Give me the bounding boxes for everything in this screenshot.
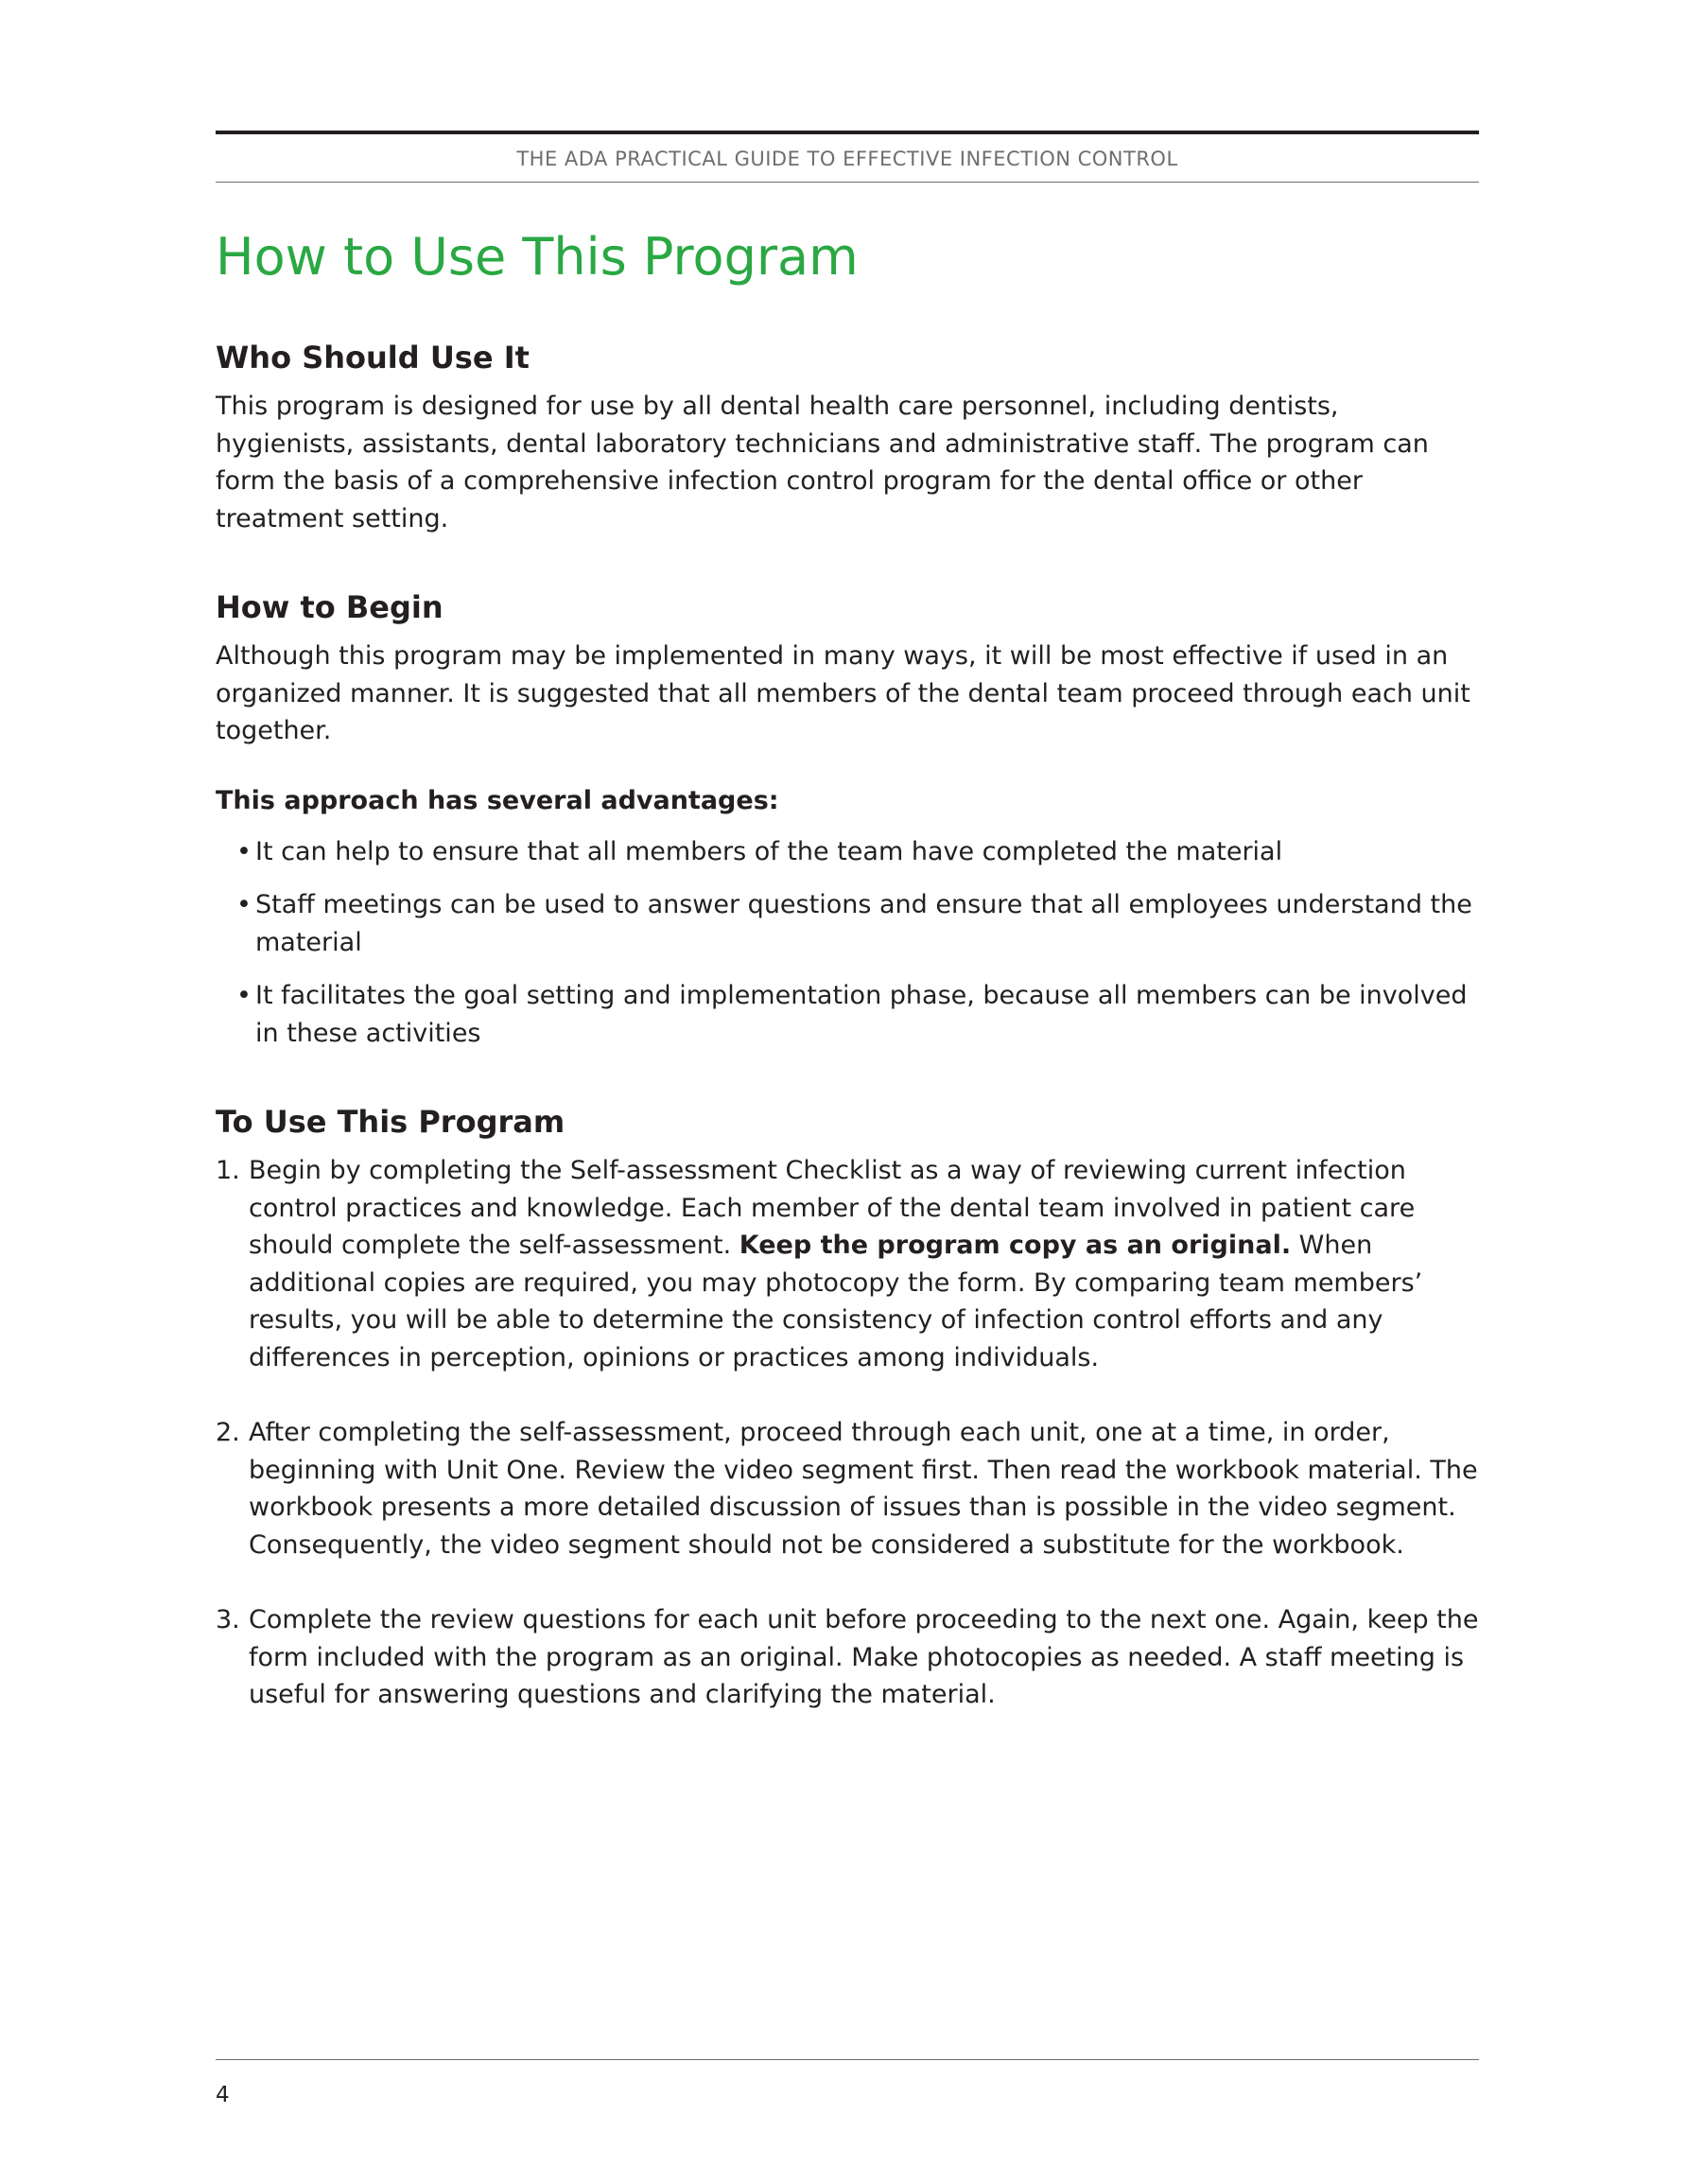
list-item [216,886,1479,961]
paragraph-who: This program is designed for use by all dental health care personnel, including dentists, hygienists, assistants, dental laboratory technicians and administrative staff. The program can form the basis of a comprehensive infection control program for the dental office or other treatment setting. [216,392,1429,533]
bullet-icon: • [236,890,252,919]
list-item-text: It facilitates the goal setting and implementation phase, because all members can be involved in these activities [255,981,1468,1048]
step-number: 3. [216,1605,240,1634]
section-heading-begin: How to Begin [216,589,443,625]
step-text: Complete the review questions for each unit before proceeding to the next one. Again, keep the form included with the program as an original. Make photocopies as needed. A staff meeting is useful for answering questions and clarifying the material. [249,1605,1479,1709]
page-title: How to Use This Program [216,227,859,287]
step-number: 1. [216,1156,240,1185]
step-text: When additional copies are required, you may photocopy the form. By comparing team members’ results, you will be able to determine the consistency of infection control efforts and any differences in perception, opinions or practices among individuals. [249,1231,1423,1372]
steps-list [216,1152,1479,1714]
section-how-to-begin [216,586,1479,1052]
running-header: THE ADA PRACTICAL GUIDE TO EFFECTIVE INFECTION CONTROL [516,148,1178,170]
step-number: 2. [216,1418,240,1447]
advantages-list [216,833,1479,1053]
list-item [216,1601,1479,1714]
list-item-text: Staff meetings can be used to answer questions and ensure that all employees understand the material [255,890,1472,957]
section-to-use-this-program [216,1101,1479,1714]
list-item-text: It can help to ensure that all members of the team have completed the material [255,836,1283,866]
header-bottom-rule [216,182,1479,183]
list-item [216,1414,1479,1564]
section-heading-who: Who Should Use It [216,340,530,376]
list-item [216,833,1479,871]
list-item [216,1152,1479,1376]
footer-rule [216,2059,1479,2060]
step-text: Begin by completing the Self-assessment Checklist as a way of reviewing current infection control practices and knowledge. Each member of the dental team involved in patient care should complete the self-assessment. [249,1156,1416,1260]
step-text: After completing the self-assessment, proceed through each unit, one at a time, in order, beginning with Unit One. Review the video segment first. Then read the workbook material. The workbook presents a more detailed discussion of issues than is possible in the video segment. Consequently, the video segment should not be considered a substitute for the workbook. [249,1418,1478,1560]
header-top-rule [216,131,1479,134]
section-who-should-use-it [216,337,1479,537]
page-number: 4 [216,2083,230,2107]
advantages-heading: This approach has several advantages: [216,785,779,815]
main-content [216,219,1479,1714]
paragraph-begin: Although this program may be implemented in many ways, it will be most effective if used in an organized manner. It is suggested that all members of the dental team proceed through each unit together. [216,641,1470,745]
list-item [216,977,1479,1052]
section-heading-use: To Use This Program [216,1104,565,1140]
step-emphasis: Keep the program copy as an original. [739,1231,1292,1260]
bullet-icon: • [236,981,252,1010]
bullet-icon: • [236,836,252,866]
